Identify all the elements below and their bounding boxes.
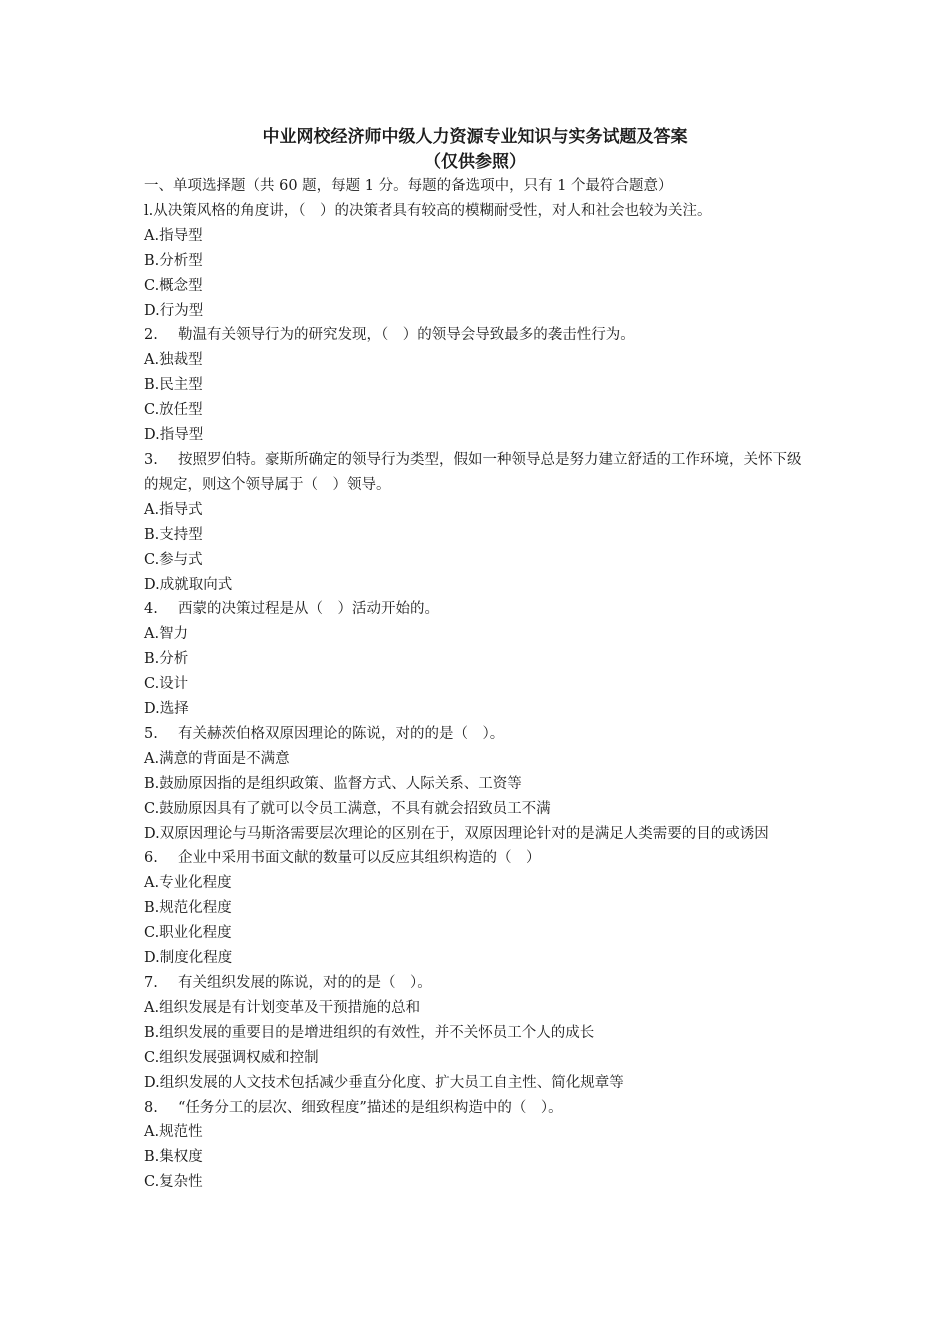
question-number: 4. [144, 601, 158, 618]
question-stem [144, 971, 814, 996]
option-b: B.支持型 [144, 526, 203, 543]
option-c: C.组织发展强调权威和控制 [144, 1049, 319, 1066]
option-b: B.民主型 [144, 377, 203, 394]
question-number: 2. [144, 327, 158, 344]
question-number: l. [144, 202, 154, 219]
question-text: “任务分工的层次、细致程度”描述的是组织构造中的（ ）。 [178, 1099, 563, 1116]
question-stem [144, 448, 814, 498]
option-d: D.选择 [144, 701, 189, 718]
option-c: C.鼓励原因具有了就可以令员工满意，不具有就会招致员工不满 [144, 800, 551, 817]
option-c: C.参与式 [144, 551, 203, 568]
question-text: 从决策风格的角度讲，（ ）的决策者具有较高的模糊耐受性，对人和社会也较为关注。 [153, 202, 712, 219]
question-text: 按照罗伯特。豪斯所确定的领导行为类型，假如一种领导总是努力建立舒适的工作环境，关怀下级的规定，则这个领导属于（ ）领导。 [144, 451, 802, 493]
option-a: A.独裁型 [144, 352, 203, 369]
question-text: 西蒙的决策过程是从（ ）活动开始的。 [178, 601, 439, 618]
option-a: A.智力 [144, 626, 189, 643]
option-c: C.职业化程度 [144, 925, 232, 942]
option-c: C.概念型 [144, 277, 203, 294]
option-a: A.规范性 [144, 1124, 203, 1141]
question-number: 5. [144, 725, 158, 742]
option-a: A.专业化程度 [144, 875, 232, 892]
question-8 [144, 1096, 814, 1196]
question-1 [144, 199, 814, 324]
question-2 [144, 323, 814, 448]
option-c: C.放任型 [144, 402, 203, 419]
question-stem [144, 199, 814, 224]
question-5 [144, 722, 814, 847]
question-stem [144, 846, 814, 871]
question-text: 有关组织发展的陈说，对的的是（ ）。 [178, 975, 432, 991]
option-a: A.指导式 [144, 501, 203, 518]
question-stem [144, 323, 814, 348]
question-stem [144, 722, 814, 747]
question-stem [144, 597, 814, 622]
option-d: D.成就取向式 [144, 576, 233, 593]
option-b: B.分析型 [144, 252, 203, 269]
question-stem [144, 1096, 814, 1121]
document-subtitle: （仅供参照） [424, 152, 526, 172]
question-number: 3. [144, 451, 158, 468]
option-a: A.满意的背面是不满意 [144, 750, 290, 767]
question-4 [144, 597, 814, 722]
question-3 [144, 448, 814, 597]
option-b: B.组织发展的重要目的是增进组织的有效性，并不关怀员工个人的成长 [144, 1024, 595, 1041]
option-c: C.复杂性 [144, 1174, 203, 1191]
option-d: D.制度化程度 [144, 950, 233, 967]
question-6 [144, 846, 814, 971]
option-b: B.规范化程度 [144, 900, 232, 917]
option-d: D.组织发展的人文技术包括减少垂直分化度、扩大员工自主性、简化规章等 [144, 1074, 624, 1091]
document-title: 中业网校经济师中级人力资源专业知识与实务试题及答案 [262, 127, 688, 147]
question-text: 有关赫茨伯格双原因理论的陈说，对的的是（ ）。 [178, 725, 505, 742]
document-body [144, 174, 814, 1195]
question-number: 7. [144, 975, 158, 991]
option-b: B.分析 [144, 651, 189, 668]
option-c: C.设计 [144, 676, 189, 693]
question-number: 6. [144, 850, 158, 867]
question-text: 企业中采用书面文献的数量可以反应其组织构造的（ ） [178, 850, 541, 867]
option-a: A.指导型 [144, 227, 203, 244]
option-a: A.组织发展是有计划变革及干预措施的总和 [144, 999, 421, 1016]
option-b: B.集权度 [144, 1149, 203, 1166]
option-d: D.双原因理论与马斯洛需要层次理论的区别在于，双原因理论针对的是满足人类需要的目的或诱因 [144, 825, 769, 842]
option-d: D.指导型 [144, 427, 204, 444]
option-d: D.行为型 [144, 302, 204, 319]
section-heading: 一、单项选择题（共 60 题，每题 1 分。每题的备选项中，只有 1 个最符合题意） [144, 178, 673, 194]
question-number: 8. [144, 1099, 158, 1116]
question-7 [144, 971, 814, 1096]
option-b: B.鼓励原因指的是组织政策、监督方式、人际关系、工资等 [144, 775, 522, 792]
question-text: 勒温有关领导行为的研究发现，（ ）的领导会导致最多的袭击性行为。 [178, 327, 635, 344]
